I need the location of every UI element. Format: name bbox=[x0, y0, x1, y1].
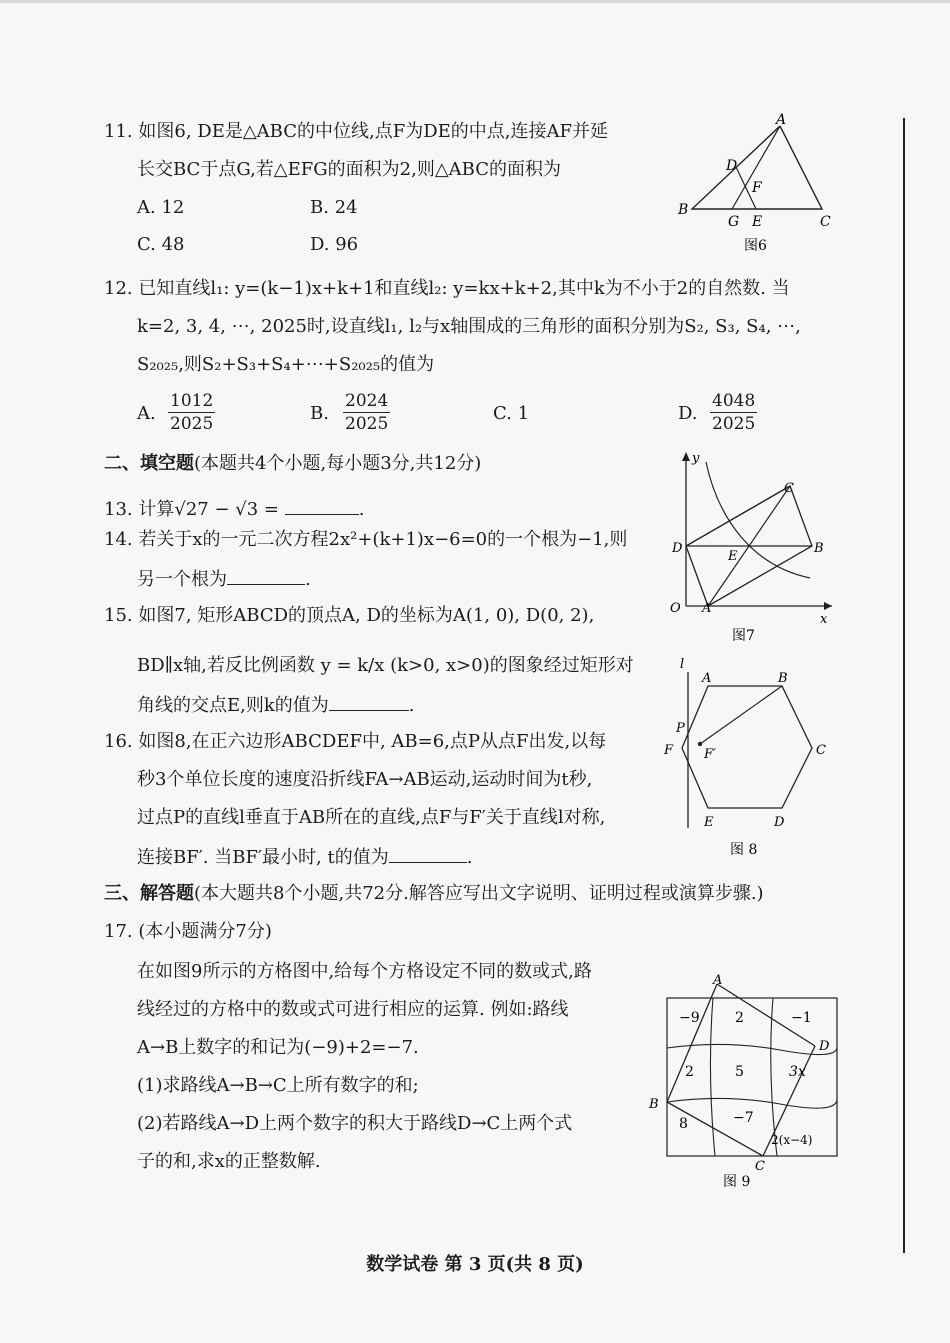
q16-line1: 16. 如图8,在正六边形ABCDEF中, AB=6,点P从点F出发,以每 bbox=[104, 731, 607, 752]
grid-cell-1: −9 bbox=[679, 1010, 700, 1026]
q12-line1: 12. 已知直线l₁: y=(k−1)x+k+1和直线l₂: y=kx+k+2,其中k为不小于2的自然数. 当 bbox=[104, 278, 790, 299]
section-2-heading: 二、填空题(本题共4个小题,每小题3分,共12分) bbox=[104, 453, 482, 474]
q11-option-b: B. 24 bbox=[310, 197, 358, 218]
fig9-label-d: D bbox=[819, 1039, 830, 1054]
q11-option-c: C. 48 bbox=[137, 234, 185, 255]
q15-line1: 15. 如图7, 矩形ABCD的顶点A, D的坐标为A(1, 0), D(0, 2), bbox=[104, 605, 595, 626]
fig7-label-b: B bbox=[814, 541, 824, 556]
fig8-label-c: C bbox=[816, 743, 826, 758]
q13: 13. 计算√27 − √3 = . bbox=[104, 496, 364, 522]
fig8-label-e: E bbox=[704, 815, 714, 830]
fig8-caption: 图 8 bbox=[730, 842, 758, 858]
grid-cell-9: 2(x−4) bbox=[771, 1133, 813, 1147]
figure-6 bbox=[672, 112, 842, 266]
q17-line6: 子的和,求x的正整数解. bbox=[137, 1151, 321, 1172]
fig8-label-f: F bbox=[664, 743, 674, 758]
fig7-label-d: D bbox=[672, 541, 683, 556]
section-3-heading: 三、解答题(本大题共8个小题,共72分.解答应写出文字说明、证明过程或演算步骤.) bbox=[104, 883, 764, 904]
q17-line4: (1)求路线A→B→C上所有数字的和; bbox=[137, 1075, 419, 1096]
figure-8 bbox=[660, 650, 838, 869]
fig6-label-f: F bbox=[752, 180, 762, 196]
q12-option-b-label: B. bbox=[310, 403, 329, 424]
q14-line2: 另一个根为 . bbox=[137, 566, 311, 592]
q15-answer-blank[interactable] bbox=[329, 692, 409, 711]
fig9-label-c: C bbox=[755, 1159, 765, 1174]
q11-line2: 长交BC于点G,若△EFG的面积为2,则△ABC的面积为 bbox=[137, 159, 561, 180]
fig8-label-p: P bbox=[676, 721, 685, 736]
fig7-label-y: y bbox=[692, 451, 700, 466]
q16-line3: 过点P的直线l垂直于AB所在的直线,点F与F′关于直线l对称, bbox=[137, 807, 606, 828]
q17-line1: 在如图9所示的方格图中,给每个方格设定不同的数或式,路 bbox=[137, 961, 592, 982]
q15-line2: BD∥x轴,若反比例函数 y = k/x (k>0, x>0)的图象经过矩形对 bbox=[137, 655, 634, 676]
fig9-label-a: A bbox=[713, 973, 723, 988]
q15-line3: 角线的交点E,则k的值为 . bbox=[137, 692, 415, 718]
q14-answer-blank[interactable] bbox=[227, 566, 305, 585]
q12-option-a-label: A. bbox=[137, 403, 156, 424]
margin-line bbox=[903, 118, 905, 1253]
fig8-label-l: l bbox=[680, 657, 685, 672]
grid-cell-2: 2 bbox=[735, 1010, 744, 1026]
q11-option-a: A. 12 bbox=[137, 197, 185, 218]
q17-head: 17. (本小题满分7分) bbox=[104, 921, 272, 942]
fig6-label-d: D bbox=[726, 158, 738, 174]
page-footer: 数学试卷 第 3 页(共 8 页) bbox=[366, 1254, 584, 1275]
fig7-label-o: O bbox=[670, 601, 681, 616]
fig8-label-b: B bbox=[778, 671, 788, 686]
grid-cell-8: −7 bbox=[733, 1110, 754, 1126]
q17-line3: A→B上数字的和记为(−9)+2=−7. bbox=[137, 1037, 419, 1058]
fig7-label-x: x bbox=[820, 612, 828, 627]
fig6-label-e: E bbox=[752, 214, 763, 230]
fig7-label-a: A bbox=[702, 601, 712, 616]
fig8-label-d: D bbox=[774, 815, 785, 830]
q17-line2: 线经过的方格中的数或式可进行相应的运算. 例如:路线 bbox=[137, 999, 569, 1020]
fig6-label-b: B bbox=[678, 202, 689, 218]
fig6-label-c: C bbox=[820, 214, 831, 230]
fig9-label-b: B bbox=[649, 1097, 659, 1112]
fig6-label-g: G bbox=[728, 214, 740, 230]
q12-option-b-frac: $\frac{2024}{2025}$ bbox=[345, 391, 389, 434]
fig7-caption: 图7 bbox=[732, 628, 755, 644]
q11-option-d: D. 96 bbox=[310, 234, 359, 255]
fig8-label-a: A bbox=[702, 671, 712, 686]
grid-cell-4: 2 bbox=[685, 1064, 694, 1080]
q14-line1: 14. 若关于x的一元二次方程2x²+(k+1)x−6=0的一个根为−1,则 bbox=[104, 529, 628, 550]
figure-9 bbox=[645, 972, 845, 1201]
q12-line2: k=2, 3, 4, ⋯, 2025时,设直线l₁, l₂与x轴围成的三角形的面积分别为S₂, S₃, S₄, ⋯, bbox=[137, 316, 801, 337]
q16-line4: 连接BF′. 当BF′最小时, t的值为 . bbox=[137, 844, 472, 870]
fig7-label-e: E bbox=[728, 549, 738, 564]
q16-answer-blank[interactable] bbox=[389, 844, 467, 863]
grid-cell-3: −1 bbox=[791, 1010, 812, 1026]
fig9-caption: 图 9 bbox=[723, 1174, 751, 1190]
q17-line5: (2)若路线A→D上两个数字的积大于路线D→C上两个式 bbox=[137, 1113, 573, 1134]
q16-line2: 秒3个单位长度的速度沿折线FA→AB运动,运动时间为t秒, bbox=[137, 769, 593, 790]
fig6-caption: 图6 bbox=[744, 238, 767, 254]
fig8-label-f-prime: F′ bbox=[704, 747, 716, 762]
q12-option-c: C. 1 bbox=[493, 403, 530, 424]
top-rule bbox=[0, 0, 950, 3]
q12-option-a-frac: $\frac{1012}{2025}$ bbox=[170, 391, 214, 434]
q13-answer-blank[interactable] bbox=[285, 496, 359, 515]
q12-option-d-frac: $\frac{4048}{2025}$ bbox=[712, 391, 756, 434]
q12-line3: S₂₀₂₅,则S₂+S₃+S₄+⋯+S₂₀₂₅的值为 bbox=[137, 354, 435, 375]
fig7-label-c: C bbox=[784, 481, 794, 496]
grid-cell-7: 8 bbox=[679, 1116, 688, 1132]
grid-cell-5: 5 bbox=[735, 1064, 744, 1080]
q12-option-d-label: D. bbox=[678, 403, 698, 424]
figure-7 bbox=[662, 448, 840, 652]
grid-cell-6: 3x bbox=[789, 1064, 806, 1080]
q11-line1: 11. 如图6, DE是△ABC的中位线,点F为DE的中点,连接AF并延 bbox=[104, 121, 609, 142]
fig6-label-a: A bbox=[776, 112, 787, 128]
